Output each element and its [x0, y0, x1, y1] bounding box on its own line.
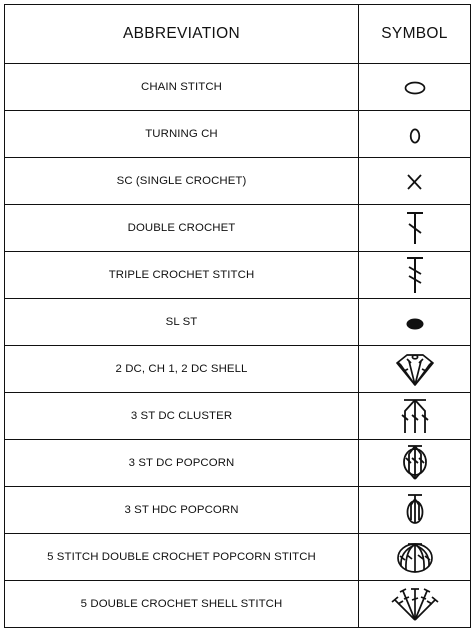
symbol-cell: [359, 487, 471, 534]
cluster-three-stems-icon: [395, 395, 435, 437]
abbreviation-cell: TRIPLE CROCHET STITCH: [5, 252, 359, 299]
abbreviation-cell: 2 DC, CH 1, 2 DC SHELL: [5, 346, 359, 393]
table-row: [5, 299, 471, 346]
table-row: [5, 111, 471, 158]
abbreviation-cell: DOUBLE CROCHET: [5, 205, 359, 252]
table-row: [5, 346, 471, 393]
symbol-cell: [359, 205, 471, 252]
abbreviation-cell: SC (SINGLE CROCHET): [5, 158, 359, 205]
table-row: [5, 64, 471, 111]
symbol-cell: [359, 440, 471, 487]
table-row: [5, 252, 471, 299]
symbol-cell: [359, 393, 471, 440]
symbol-cell: [359, 158, 471, 205]
stitch-legend-table: [4, 4, 471, 628]
symbol-cell: [359, 64, 471, 111]
five-stitch-popcorn-icon: [391, 537, 439, 577]
abbreviation-cell: 5 STITCH DOUBLE CROCHET POPCORN STITCH: [5, 534, 359, 581]
abbreviation-cell: TURNING CH: [5, 111, 359, 158]
hdc-popcorn-icon: [395, 490, 435, 530]
abbreviation-cell: 3 ST DC CLUSTER: [5, 393, 359, 440]
abbreviation-cell: CHAIN STITCH: [5, 64, 359, 111]
t-with-one-slash-icon: [395, 208, 435, 248]
abbreviation-cell: 5 DOUBLE CROCHET SHELL STITCH: [5, 581, 359, 628]
popcorn-oval-icon: [395, 442, 435, 484]
t-with-two-slashes-icon: [395, 254, 435, 296]
filled-oval-icon: [395, 307, 435, 337]
table-row: [5, 205, 471, 252]
symbol-cell: [359, 299, 471, 346]
symbol-cell: [359, 252, 471, 299]
five-dc-shell-fan-icon: [390, 584, 440, 624]
table-row: [5, 487, 471, 534]
table-row: [5, 440, 471, 487]
abbreviation-cell: 3 ST DC POPCORN: [5, 440, 359, 487]
oval-chain-icon: [395, 72, 435, 102]
symbol-cell: [359, 534, 471, 581]
symbol-column-header: SYMBOL: [359, 5, 471, 64]
symbol-cell: [359, 346, 471, 393]
shell-fan-icon: [391, 349, 439, 389]
table-header-row: [5, 5, 471, 64]
table-row: [5, 393, 471, 440]
table-row: [5, 158, 471, 205]
abbreviation-cell: 3 ST HDC POPCORN: [5, 487, 359, 534]
small-upright-oval-icon: [395, 119, 435, 149]
symbol-cell: [359, 581, 471, 628]
x-cross-icon: [395, 166, 435, 196]
abbreviation-cell: SL ST: [5, 299, 359, 346]
table-row: [5, 534, 471, 581]
symbol-cell: [359, 111, 471, 158]
table-row: [5, 581, 471, 628]
abbreviation-column-header: ABBREVIATION: [5, 5, 359, 64]
